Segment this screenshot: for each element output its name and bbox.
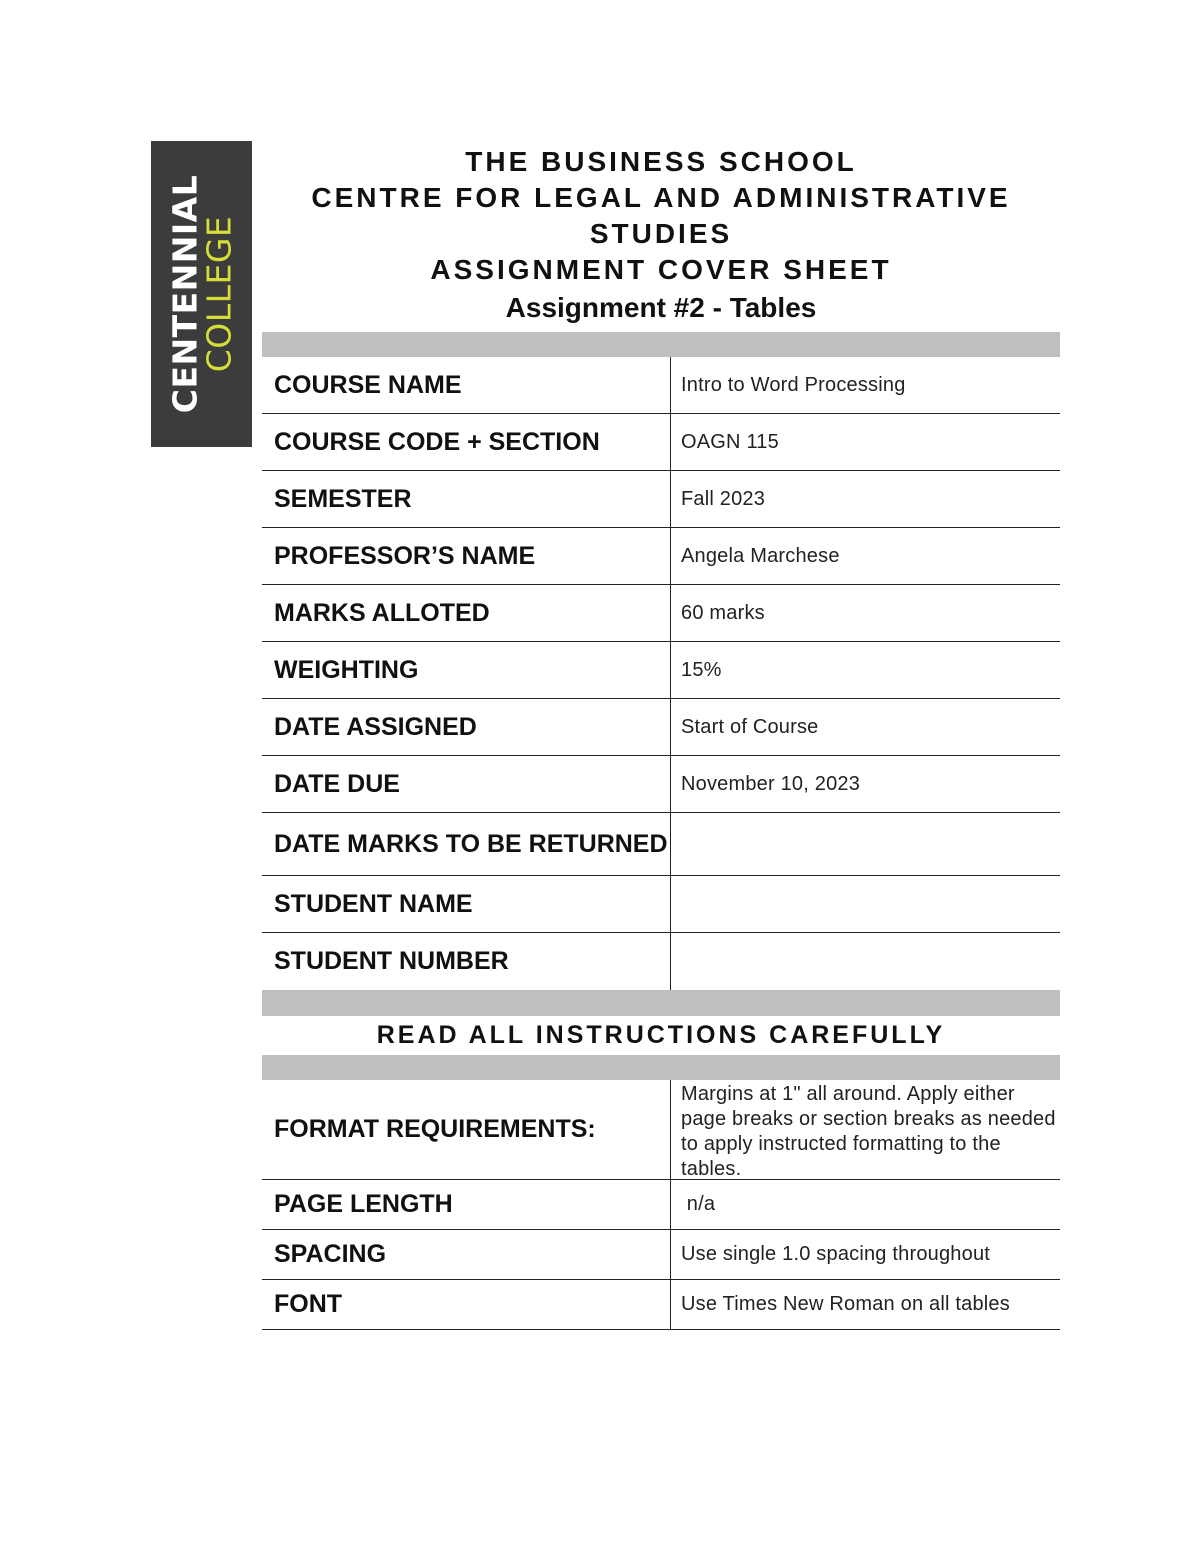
row-value: OAGN 115 (681, 430, 779, 453)
student-name-field[interactable] (671, 876, 1060, 932)
table-row (262, 876, 1060, 933)
section-divider (262, 332, 1060, 357)
table-row (262, 528, 1060, 585)
row-value: Use Times New Roman on all tables (681, 1293, 1010, 1315)
row-label: DATE MARKS TO BE RETURNED (262, 813, 671, 875)
table-row (262, 357, 1060, 414)
row-value: Use single 1.0 spacing throughout (681, 1243, 991, 1265)
date-returned-field[interactable] (671, 813, 1060, 875)
row-value: Fall 2023 (681, 487, 766, 510)
table-row (262, 471, 1060, 528)
row-label: PAGE LENGTH (262, 1180, 671, 1229)
row-label: STUDENT NUMBER (262, 933, 671, 990)
row-label: STUDENT NAME (262, 876, 671, 932)
logo-word-centennial: CENTENNIAL (165, 174, 204, 414)
student-number-field[interactable] (671, 933, 1060, 990)
row-value: November 10, 2023 (681, 772, 861, 795)
row-value: 15% (681, 658, 722, 681)
header-centre-cont: STUDIES (589, 218, 733, 249)
assignment-title: Assignment #2 - Tables (505, 292, 817, 323)
table-row (262, 585, 1060, 642)
row-label: COURSE CODE + SECTION (262, 414, 671, 470)
header-school: THE BUSINESS SCHOOL (465, 146, 857, 177)
table-row (262, 1280, 1060, 1330)
row-value: Start of Course (681, 715, 819, 738)
logo-word-college: COLLEGE (199, 215, 238, 373)
table-row (262, 1180, 1060, 1230)
header-centre: CENTRE FOR LEGAL AND ADMINISTRATIVE (311, 182, 1011, 213)
table-row (262, 1080, 1060, 1180)
document-header (262, 144, 1060, 328)
table-row (262, 699, 1060, 756)
row-label: WEIGHTING (262, 642, 671, 698)
row-value: 60 marks (681, 601, 765, 624)
table-row (262, 642, 1060, 699)
table-row (262, 933, 1060, 990)
row-value: Intro to Word Processing (681, 373, 906, 396)
row-label: SEMESTER (262, 471, 671, 527)
row-label: PROFESSOR’S NAME (262, 528, 671, 584)
row-value: Margins at 1" all around. Apply either page breaks or section breaks as needed to apply instructed formatting to the tables. (681, 1083, 1056, 1180)
section-divider (262, 1055, 1060, 1080)
header-cover-sheet: ASSIGNMENT COVER SHEET (430, 254, 892, 285)
table-row (262, 414, 1060, 471)
row-label: DATE DUE (262, 756, 671, 812)
table-row (262, 1230, 1060, 1280)
row-label: COURSE NAME (262, 357, 671, 413)
row-label: FORMAT REQUIREMENTS: (262, 1080, 671, 1179)
instructions-heading: READ ALL INSTRUCTIONS CAREFULLY (376, 1021, 946, 1049)
section-divider (262, 990, 1060, 1016)
row-label: SPACING (262, 1230, 671, 1279)
table-row (262, 813, 1060, 876)
row-value: Angela Marchese (681, 544, 840, 567)
row-label: MARKS ALLOTED (262, 585, 671, 641)
table-row (262, 756, 1060, 813)
row-label: DATE ASSIGNED (262, 699, 671, 755)
row-value: n/a (681, 1193, 716, 1215)
centennial-college-logo (151, 141, 252, 447)
cover-sheet-table (262, 332, 1060, 1330)
row-label: FONT (262, 1280, 671, 1329)
